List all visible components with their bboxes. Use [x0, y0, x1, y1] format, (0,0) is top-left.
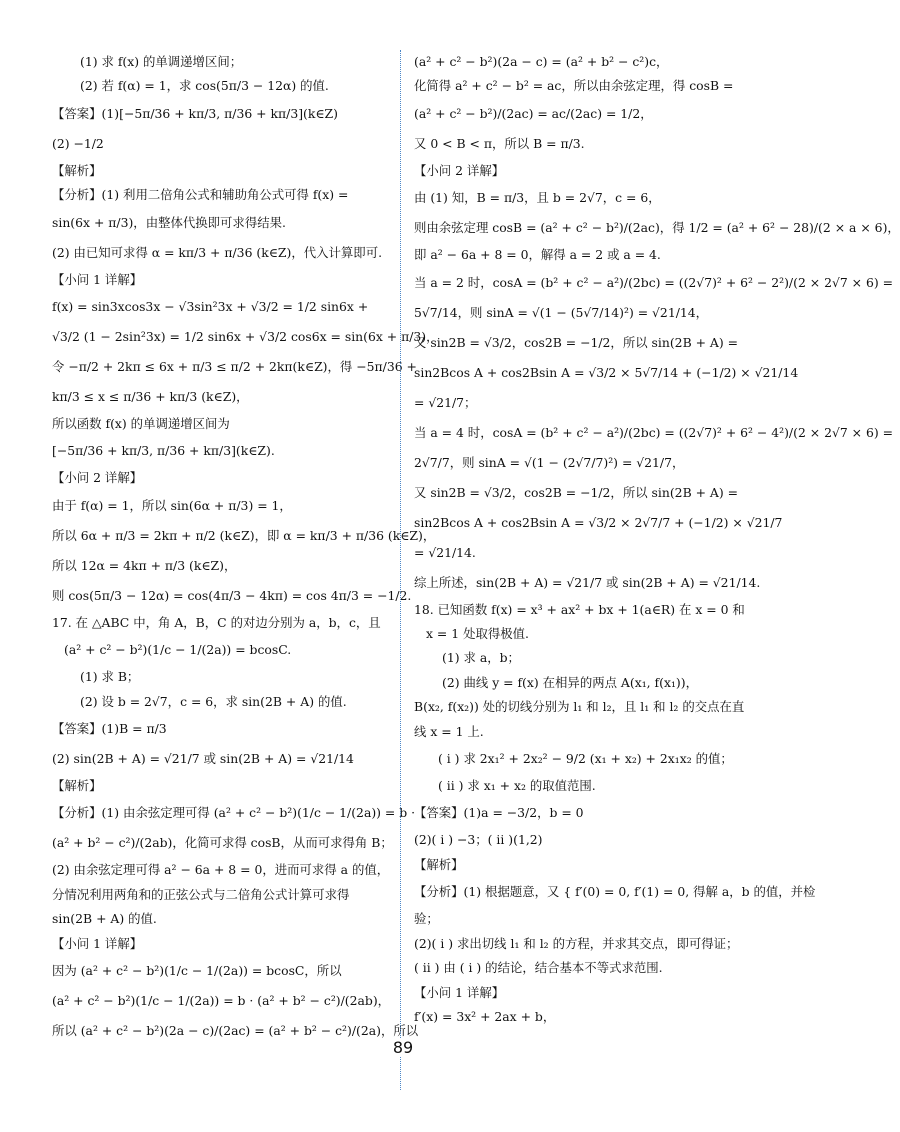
- text-line: 验；: [414, 911, 439, 927]
- text-line: (a² + c² − b²)(1/c − 1/(2a)) = b · (a² + b² − c²)/(2ab)，: [52, 993, 391, 1009]
- text-line: 【分析】(1) 根据题意，又 { f′(0) = 0, f′(1) = 0, 得解 a，b 的值，并检: [414, 884, 816, 900]
- text-line: 17. 在 △ABC 中，角 A，B，C 的对边分别为 a，b，c，且: [52, 614, 381, 630]
- text-line: 又 sin2B = √3/2，cos2B = −1/2，所以 sin(2B + A) =: [414, 484, 739, 500]
- text-line: 2√7/7，则 sinA = √(1 − (2√7/7)²) = √21/7，: [414, 454, 685, 470]
- text-line: 综上所述，sin(2B + A) = √21/7 或 sin(2B + A) = √21/14.: [414, 574, 761, 590]
- text-line: f(x) = sin3xcos3x − √3sin²3x + √3/2 = 1/2 sin6x +: [52, 299, 369, 315]
- text-line: B(x₂, f(x₂)) 处的切线分别为 l₁ 和 l₂，且 l₁ 和 l₂ 的交点在直: [414, 699, 745, 715]
- text-line: x = 1 处取得极值.: [426, 626, 529, 642]
- text-line: 即 a² − 6a + 8 = 0，解得 a = 2 或 a = 4.: [414, 247, 661, 263]
- text-line: 18. 已知函数 f(x) = x³ + ax² + bx + 1(a∈R) 在 x = 0 和: [414, 601, 745, 617]
- text-line: 【小问 1 详解】: [52, 935, 143, 951]
- text-line: (a² + b² − c²)/(2ab)，化简可求得 cosB，从而可求得角 B；: [52, 835, 393, 851]
- text-line: 【答案】(1)B = π/3: [52, 721, 167, 737]
- text-line: 【小问 1 详解】: [52, 271, 143, 287]
- text-line: 当 a = 4 时，cosA = (b² + c² − a²)/(2bc) = ((2√7)² + 6² − 4²)/(2 × 2√7 × 6) =: [414, 424, 894, 440]
- text-line: (a² + c² − b²)(1/c − 1/(2a)) = bcosC.: [64, 642, 292, 658]
- text-line: 又 0 < B < π，所以 B = π/3.: [414, 135, 585, 151]
- text-line: sin(2B + A) 的值.: [52, 911, 157, 927]
- text-line: 线 x = 1 上.: [414, 723, 484, 739]
- text-line: 【小问 1 详解】: [414, 984, 505, 1000]
- text-line: (2) 由已知可求得 α = kπ/3 + π/36 (k∈Z)，代入计算即可.: [52, 244, 383, 260]
- text-line: ( i ) 求 2x₁² + 2x₂² − 9/2 (x₁ + x₂) + 2x₁x₂ 的值；: [438, 751, 733, 767]
- text-line: 令 −π/2 + 2kπ ≤ 6x + π/3 ≤ π/2 + 2kπ(k∈Z)，得 −5π/36 +: [52, 359, 417, 375]
- text-line: 因为 (a² + c² − b²)(1/c − 1/(2a)) = bcosC，所以: [52, 963, 342, 979]
- text-line: (a² + c² − b²)(2a − c) = (a² + b² − c²)c，: [414, 54, 669, 69]
- text-line: 则由余弦定理 cosB = (a² + c² − b²)/(2ac)，得 1/2 = (a² + 6² − 28)/(2 × a × 6)，: [414, 220, 900, 236]
- text-line: (1) 求 B；: [80, 669, 140, 685]
- text-line: 【答案】(1)[−5π/36 + kπ/3, π/36 + kπ/3](k∈Z): [52, 105, 338, 121]
- page-number: 89: [388, 1038, 418, 1057]
- text-line: ( ii ) 求 x₁ + x₂ 的取值范围.: [438, 778, 596, 794]
- text-line: (2) 曲线 y = f(x) 在相异的两点 A(x₁, f(x₁))，: [442, 674, 698, 690]
- text-line: 由于 f(α) = 1，所以 sin(6α + π/3) = 1，: [52, 497, 292, 513]
- text-line: 所以函数 f(x) 的单调递增区间为: [52, 416, 230, 432]
- text-line: 【答案】(1)a = −3/2，b = 0: [414, 805, 584, 821]
- text-line: 化简得 a² + c² − b² = ac，所以由余弦定理，得 cosB =: [414, 78, 734, 94]
- text-line: kπ/3 ≤ x ≤ π/36 + kπ/3 (k∈Z)，: [52, 389, 249, 405]
- text-line: ( ii ) 由 ( i ) 的结论，结合基本不等式求范围.: [414, 960, 663, 976]
- text-line: = √21/14.: [414, 544, 476, 560]
- text-line: (2) 设 b = 2√7，c = 6，求 sin(2B + A) 的值.: [80, 693, 347, 709]
- text-line: 分情况利用两角和的正弦公式与二倍角公式计算可求得: [52, 886, 350, 902]
- text-line: 5√7/14，则 sinA = √(1 − (5√7/14)²) = √21/14，: [414, 304, 709, 320]
- text-line: [−5π/36 + kπ/3, π/36 + kπ/3](k∈Z).: [52, 443, 275, 459]
- text-line: (2) sin(2B + A) = √21/7 或 sin(2B + A) = √21/14: [52, 751, 354, 767]
- text-line: (2) 若 f(α) = 1，求 cos(5π/3 − 12α) 的值.: [80, 78, 329, 94]
- right-column: [414, 50, 900, 1029]
- text-line: (2)( i ) 求出切线 l₁ 和 l₂ 的方程，并求其交点，即可得证；: [414, 935, 739, 951]
- text-line: (1) 求 a，b；: [442, 650, 520, 666]
- text-line: f′(x) = 3x² + 2ax + b，: [414, 1008, 556, 1024]
- text-line: 则 cos(5π/3 − 12α) = cos(4π/3 − 4kπ) = cos 4π/3 = −1/2.: [52, 587, 412, 603]
- column-divider: [400, 50, 401, 1090]
- text-line: sin2Bcos A + cos2Bsin A = √3/2 × 5√7/14 + (−1/2) × √21/14: [414, 364, 799, 380]
- text-line: (2)( i ) −3；( ii )(1,2): [414, 832, 543, 848]
- text-line: 【解析】: [52, 162, 102, 178]
- text-line: 所以 12α = 4kπ + π/3 (k∈Z)，: [52, 557, 237, 573]
- text-line: 所以 (a² + c² − b²)(2a − c)/(2ac) = (a² + b² − c²)/(2a)，所以: [52, 1023, 419, 1039]
- text-line: 当 a = 2 时，cosA = (b² + c² − a²)/(2bc) = ((2√7)² + 6² − 2²)/(2 × 2√7 × 6) =: [414, 274, 894, 290]
- text-line: = √21/7；: [414, 394, 477, 410]
- text-line: (2) 由余弦定理可得 a² − 6a + 8 = 0，进而可求得 a 的值，: [52, 862, 390, 878]
- left-column: [52, 50, 439, 1046]
- text-line: (2) −1/2: [52, 135, 104, 151]
- text-line: 【分析】(1) 由余弦定理可得 (a² + c² − b²)(1/c − 1/(2a)) = b ·: [52, 805, 416, 821]
- text-line: sin2Bcos A + cos2Bsin A = √3/2 × 2√7/7 + (−1/2) × √21/7: [414, 514, 783, 530]
- text-line: 由 (1) 知，B = π/3，且 b = 2√7，c = 6，: [414, 190, 661, 206]
- text-line: 所以 6α + π/3 = 2kπ + π/2 (k∈Z)，即 α = kπ/3 + π/36 (k∈Z)，: [52, 527, 436, 543]
- text-line: sin(6x + π/3)，由整体代换即可求得结果.: [52, 214, 286, 230]
- text-line: √3/2 (1 − 2sin²3x) = 1/2 sin6x + √3/2 cos6x = sin(6x + π/3)，: [52, 329, 439, 345]
- text-line: 【小问 2 详解】: [52, 470, 143, 486]
- text-line: 【分析】(1) 利用二倍角公式和辅助角公式可得 f(x) =: [52, 187, 349, 203]
- text-line: 【解析】: [414, 856, 464, 872]
- text-line: 【小问 2 详解】: [414, 162, 505, 178]
- text-line: (1) 求 f(x) 的单调递增区间；: [80, 54, 243, 69]
- text-line: 【解析】: [52, 778, 102, 794]
- text-line: 又 sin2B = √3/2，cos2B = −1/2，所以 sin(2B + A) =: [414, 334, 739, 350]
- text-line: (a² + c² − b²)/(2ac) = ac/(2ac) = 1/2，: [414, 105, 653, 121]
